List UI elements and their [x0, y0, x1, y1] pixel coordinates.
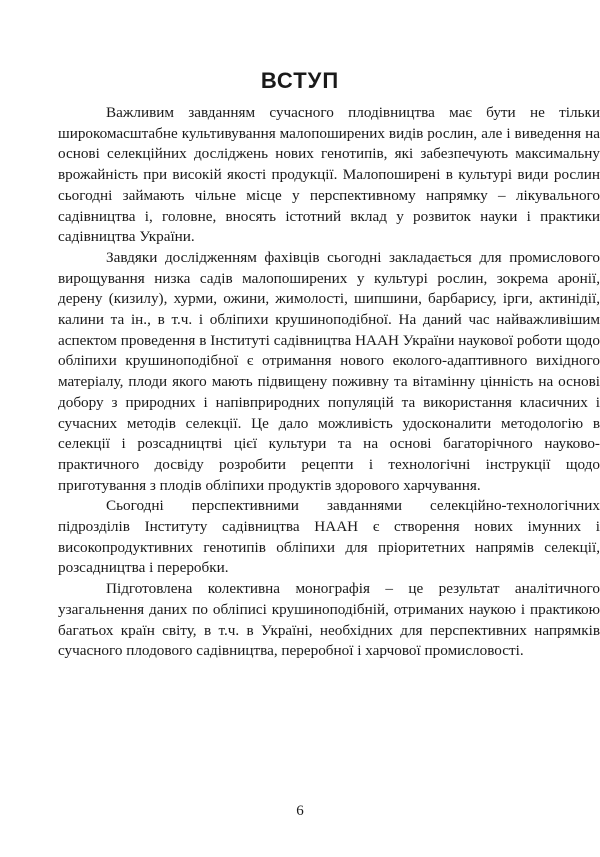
- page-title: ВСТУП: [260, 68, 340, 93]
- paragraph-2: Завдяки дослідженням фахівців сьогодні закладається для промислового вирощування низка садів малопоширених у культурі рослин, зокрема аронії, дерену (кизилу), хурми, ожини, жимолості, шипшини, барбарису, ірги, актинідії, калини та ін., в т.ч. і обліпихи крушиноподібної. На даний час найважливішим аспектом проведення в Інституті садівництва НААН України наукової роботи щодо обліпихи крушиноподібної є отримання нового еколого-адаптивного вихідного матеріалу, плоди якого мають підвищену поживну та вітамінну цінність на основі добору з природних і напівприродних популяцій та використання класичних і сучасних методів селекції. Це дало можливість удосконалити методологію в селекції і розсадництві цієї культури та на основі багаторічного науково-практичного досвіду розробити рецепти і технологічні інструкції щодо приготування з плодів обліпихи продуктів здорового харчування.: [58, 248, 600, 494]
- body-text: [58, 103, 600, 662]
- paragraph-3: Сьогодні перспективними завданнями селекційно-технологічних підрозділів Інституту садівництва НААН є створення нових імунних і високопродуктивних генотипів обліпихи для пріоритетних напрямів селекції, розсадництва і переробки.: [58, 497, 600, 577]
- paragraph-1: Важливим завданням сучасного плодівництва має бути не тільки широкомасштабне культивування малопоширених видів рослин, але і виведення на основі селекційних досліджень нових генотипів, які забезпечують максимальну врожайність при високій якості продукції. Малопоширені в культурі види рослин сьогодні займають чільне місце у перспективному напрямку – лікувального садівництва і, головне, вносять істотний вклад у розвиток науки і практики садівництва України.: [58, 104, 600, 246]
- paragraph-4: Підготовлена колективна монографія – це результат аналітичного узагальнення даних по обліписі крушиноподібній, отриманих наукою і практикою багатьох країн світу, в т.ч. в Україні, необхідних для перспективних напрямків сучасного плодового садівництва, переробної і харчової промисловості.: [58, 580, 600, 660]
- page-number: 6: [296, 803, 304, 819]
